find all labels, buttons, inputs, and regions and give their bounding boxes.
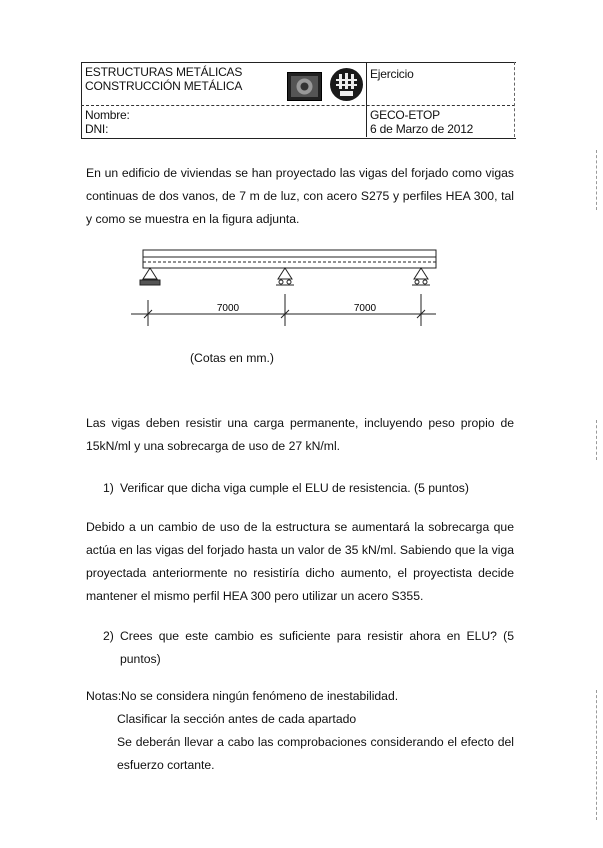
- header-divider: [81, 105, 515, 106]
- group-label: GECO-ETOP: [370, 108, 440, 122]
- scan-edge-mark: [596, 420, 597, 460]
- name-label: Nombre:: [85, 108, 130, 122]
- course-title-1: ESTRUCTURAS METÁLICAS: [85, 65, 243, 79]
- change-paragraph: Debido a un cambio de uso de la estructura se aumentará la sobrecarga que actúa en las vigas del forjado hasta un valor de 35 kN/ml. Sabiendo que la viga proyectada anteriormente no resistiría dicho aumento, el proyectista decide mantener el mismo perfil HEA 300 pero utilizar un acero S355.: [86, 520, 514, 603]
- span-2-dimension: 7000: [353, 303, 377, 314]
- note-3: Se deberán llevar a cabo las comprobaciones considerando el efecto del esfuerzo cortante.: [117, 735, 514, 772]
- dni-label: DNI:: [85, 122, 109, 136]
- header-right-edge: [514, 62, 515, 137]
- scan-edge-mark: [596, 690, 597, 820]
- note-2: Clasificar la sección antes de cada apartado: [117, 712, 357, 726]
- question-2-number: 2): [103, 629, 114, 643]
- question-2-text: Crees que este cambio es suficiente para resistir ahora en ELU? (5 puntos): [120, 629, 514, 666]
- intro-paragraph: En un edificio de viviendas se han proyectado las vigas del forjado como vigas continuas de dos vanos, de 7 m de luz, con acero S275 y perfiles HEA 300, tal y como se muestra en la figura adjunta.: [86, 166, 514, 226]
- note-1: No se considera ningún fenómeno de inestabilidad.: [121, 689, 399, 703]
- question-1-text: Verificar que dicha viga cumple el ELU de resistencia. (5 puntos): [120, 481, 469, 495]
- exercise-label: Ejercicio: [370, 67, 414, 81]
- figure-caption: (Cotas en mm.): [190, 351, 274, 365]
- span-1-dimension: 7000: [216, 303, 240, 314]
- school-logo-icon: [287, 72, 322, 101]
- course-title-2: CONSTRUCCIÓN METÁLICA: [85, 79, 243, 93]
- loads-paragraph: Las vigas deben resistir una carga permanente, incluyendo peso propio de 15kN/ml y una sobrecarga de uso de 27 kN/ml.: [86, 416, 514, 453]
- notes-label: Notas:: [86, 689, 122, 703]
- question-1-number: 1): [103, 481, 114, 495]
- university-logo-icon: [330, 68, 363, 101]
- exam-date: 6 de Marzo de 2012: [370, 122, 474, 136]
- beam-figure: [128, 248, 440, 328]
- scan-edge-mark: [596, 150, 597, 210]
- header-column-divider: [366, 62, 367, 137]
